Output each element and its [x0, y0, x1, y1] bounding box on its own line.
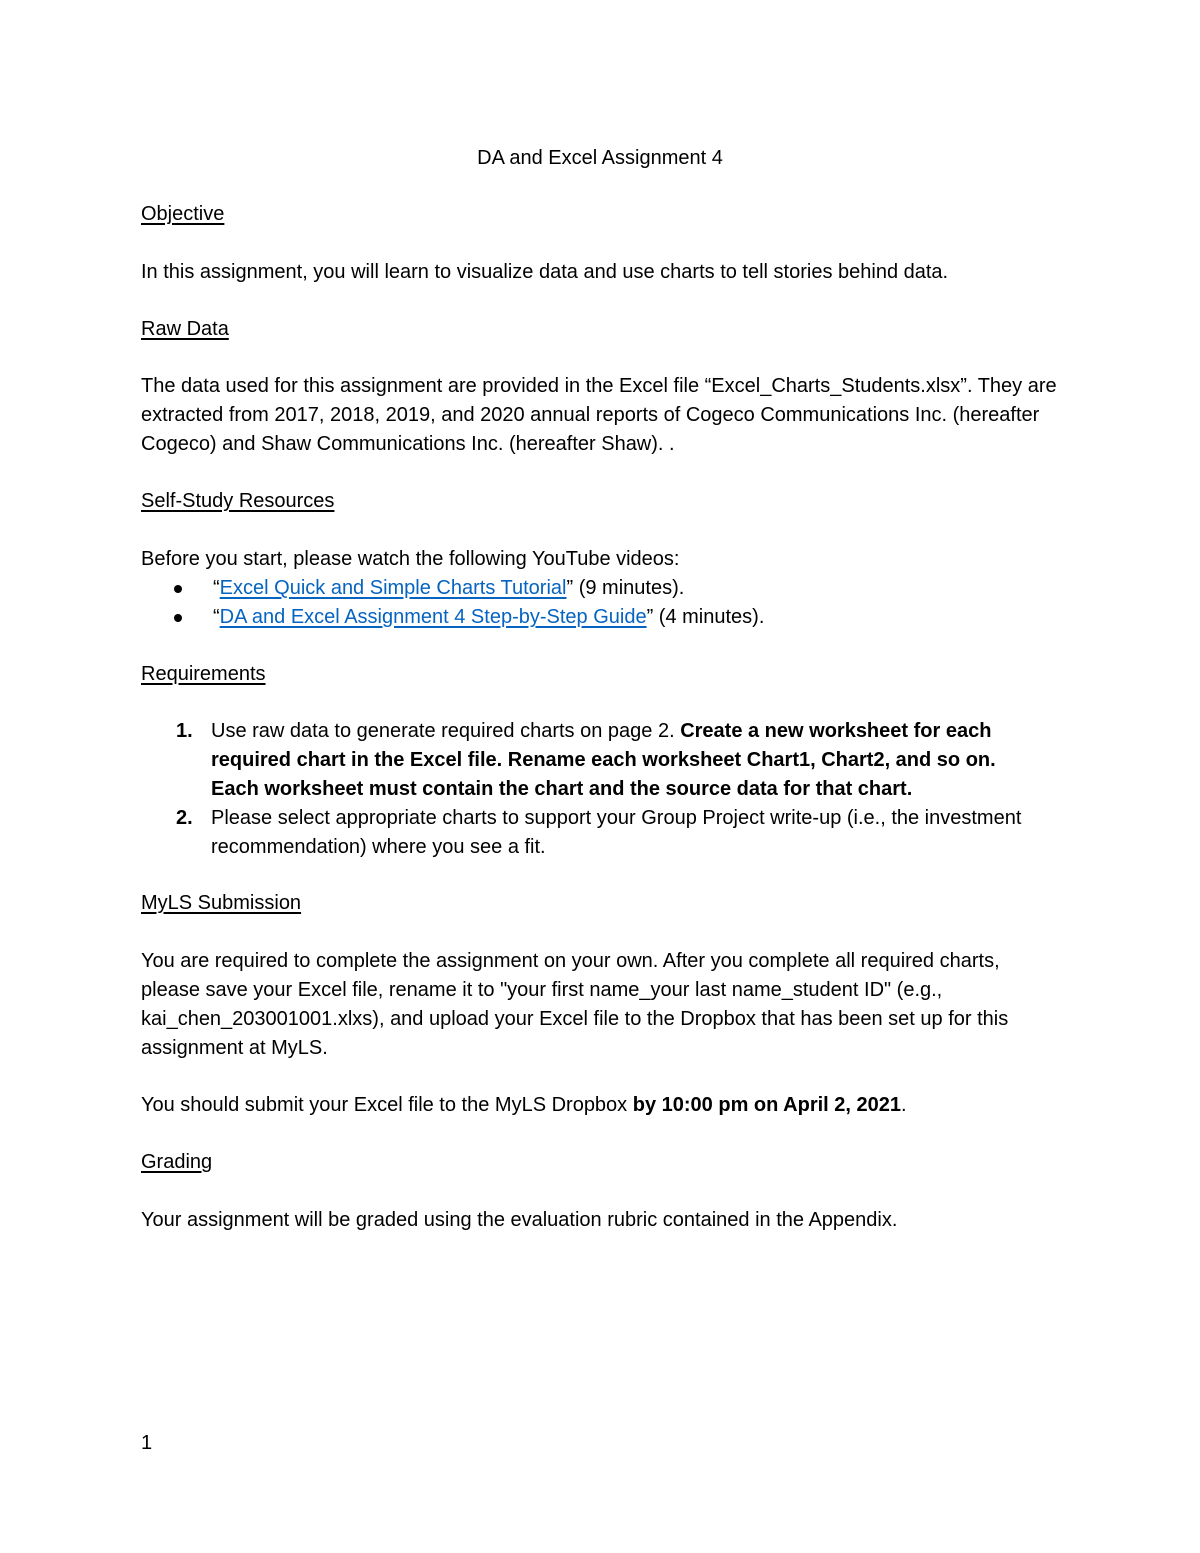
requirements-section	[141, 717, 1041, 862]
raw-data-text: The data used for this assignment are provided in the Excel file “Excel_Charts_Students.xlsx”. They are extracted from 2017, 2018, 2019, and 2020 annual reports of Cogeco Communications Inc. (hereafter Cogeco) and Shaw Communications Inc. (hereafter Shaw). .	[141, 375, 1057, 455]
self-study-section	[141, 545, 1081, 632]
submission-heading	[141, 889, 1081, 918]
document-title: DA and Excel Assignment 4	[477, 147, 723, 169]
self-study-heading-text: Self-Study Resources	[141, 490, 335, 512]
bullet-icon	[174, 614, 182, 622]
objective-heading	[141, 200, 1081, 229]
video-link-step-by-step-guide[interactable]: DA and Excel Assignment 4 Step-by-Step Guide	[219, 606, 647, 628]
deadline-prefix: You should submit your Excel file to the MyLS Dropbox	[141, 1094, 633, 1116]
raw-data-heading	[141, 315, 1081, 344]
submission-deadline	[141, 1091, 1081, 1120]
video-list-item	[141, 574, 1081, 603]
deadline-suffix: .	[901, 1094, 907, 1116]
requirement-number: 2.	[176, 807, 193, 829]
video-duration: ” (4 minutes).	[646, 606, 765, 628]
submission-heading-text: MyLS Submission	[141, 892, 302, 914]
objective-heading-text: Objective	[141, 203, 225, 225]
open-quote: “	[213, 577, 220, 599]
video-list-item	[141, 603, 1081, 632]
page-number: 1	[141, 1432, 153, 1454]
self-study-intro: Before you start, please watch the following YouTube videos:	[141, 548, 680, 570]
requirements-heading-text: Requirements	[141, 663, 266, 685]
grading-heading	[141, 1148, 1081, 1177]
open-quote: “	[213, 606, 220, 628]
submission-text: You are required to complete the assignment on your own. After you complete all required charts, please save your Excel file, rename it to "your first name_your last name_student ID" (e.g., kai_chen_203001001.xlxs), and upload your Excel file to the Dropbox that has been set up for this assignment at MyLS.	[141, 950, 1009, 1059]
requirement-bold-text: Create a new worksheet for each required chart in the Excel file. Rename each worksheet Chart1, Chart2, and so on. Each worksheet must contain the chart and the source data for that chart.	[211, 720, 996, 800]
requirement-number: 1.	[176, 720, 193, 742]
self-study-heading	[141, 487, 1081, 516]
requirement-item	[141, 804, 1041, 862]
requirement-text: Use raw data to generate required charts on page 2.	[211, 720, 681, 742]
requirements-list	[141, 717, 1041, 862]
requirement-item	[141, 717, 1041, 804]
raw-data-heading-text: Raw Data	[141, 318, 229, 340]
objective-text: In this assignment, you will learn to visualize data and use charts to tell stories behind data.	[141, 261, 949, 283]
requirements-heading	[141, 660, 1081, 689]
requirement-text: Please select appropriate charts to support your Group Project write-up (i.e., the investment recommendation) where you see a fit.	[211, 807, 1022, 858]
grading-text: Your assignment will be graded using the evaluation rubric contained in the Appendix.	[141, 1209, 898, 1231]
grading-heading-text: Grading	[141, 1151, 213, 1173]
deadline-date: by 10:00 pm on April 2, 2021	[632, 1094, 902, 1116]
video-duration: ” (9 minutes).	[566, 577, 685, 599]
bullet-icon	[174, 585, 182, 593]
video-list	[141, 574, 1081, 632]
video-link-charts-tutorial[interactable]: Excel Quick and Simple Charts Tutorial	[219, 577, 567, 599]
